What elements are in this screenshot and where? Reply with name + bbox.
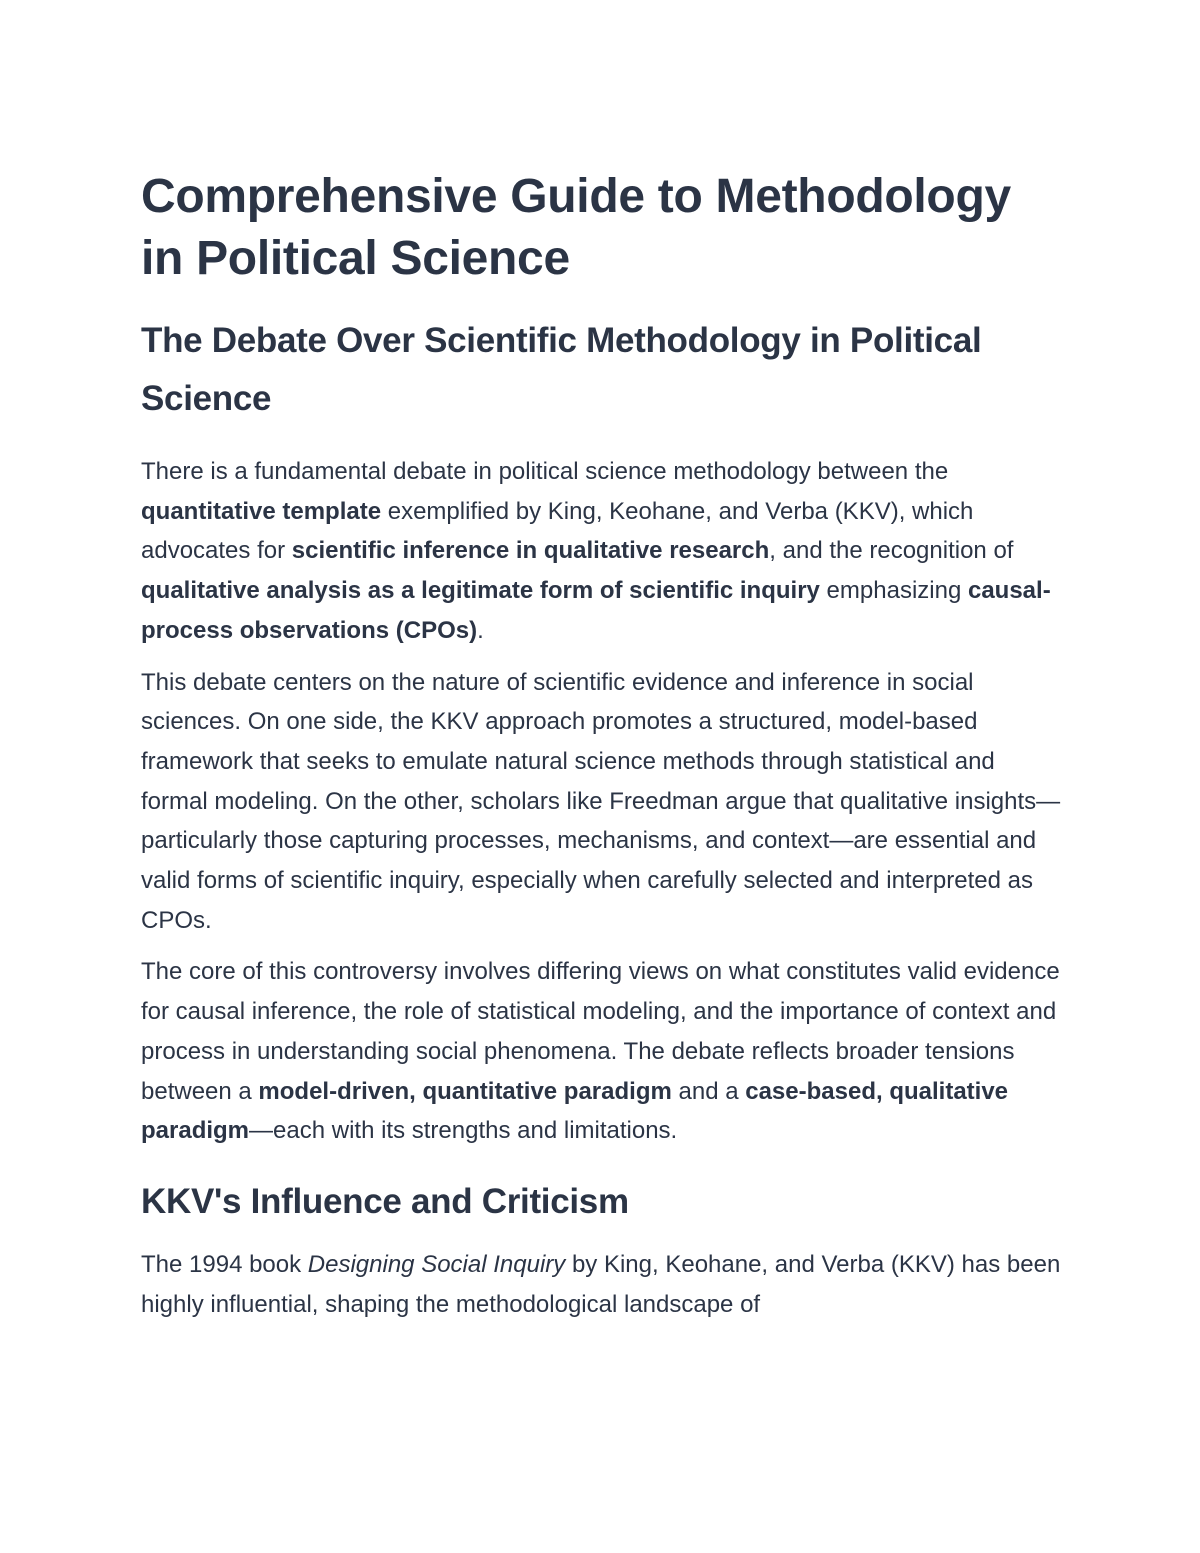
text-run: and a [671, 1077, 746, 1105]
text-run: —each with its strengths and limitations. [249, 1117, 678, 1145]
bold-term-cpos: causal-process observations (CPOs) [141, 577, 1051, 644]
text-run: , and the recognition of [769, 537, 1014, 565]
bold-term-model-driven: model-driven, quantitative paradigm [258, 1077, 672, 1105]
paragraph-kkv-book [141, 1245, 1061, 1324]
document-page [141, 166, 1061, 1324]
text-run: emphasizing [819, 577, 968, 605]
bold-term-quantitative-template: quantitative template [141, 497, 382, 525]
bold-term-qualitative-analysis: qualitative analysis as a legitimate form of scientific inquiry [141, 577, 820, 605]
document-title: Comprehensive Guide to Methodology in Political Science [141, 170, 1011, 285]
section-kkv-influence [141, 1179, 1061, 1324]
text-run: The 1994 book [141, 1250, 308, 1278]
paragraph-intro [141, 452, 1061, 651]
section-heading-debate: The Debate Over Scientific Methodology in Political Science [141, 321, 982, 418]
paragraph-core-controversy [141, 952, 1061, 1151]
text-run: There is a fundamental debate in political science methodology between the [141, 458, 949, 485]
section-debate [141, 312, 1061, 1151]
text-run: The core of this controversy involves differing views on what constitutes valid evidence for causal inference, the role of statistical modeling, and the importance of context and process in understanding social phenomena. The debate reflects broader tensions between a [141, 958, 1060, 1105]
book-title-italic: Designing Social Inquiry [307, 1250, 566, 1278]
bold-term-scientific-inference: scientific inference in qualitative research [291, 537, 770, 565]
text-run: . [477, 616, 484, 644]
text-run: exemplified by King, Keohane, and Verba (KKV), which advocates for [141, 497, 974, 565]
section-heading-kkv: KKV's Influence and Criticism [141, 1181, 629, 1221]
bold-term-case-based: case-based, qualitative paradigm [141, 1077, 1009, 1145]
paragraph-debate-centers: This debate centers on the nature of scientific evidence and inference in social sciences. On one side, the KKV approach promotes a structured, model-based framework that seeks to emulate natural science methods through statistical and formal modeling. On the other, scholars like Freedman argue that qualitative insights—particularly those capturing processes, mechanisms, and context—are essential and valid forms of scientific inquiry, especially when carefully selected and interpreted as CPOs. [141, 668, 1061, 934]
text-run: by King, Keohane, and Verba (KKV) has been highly influential, shaping the methodological landscape of [141, 1250, 1061, 1318]
